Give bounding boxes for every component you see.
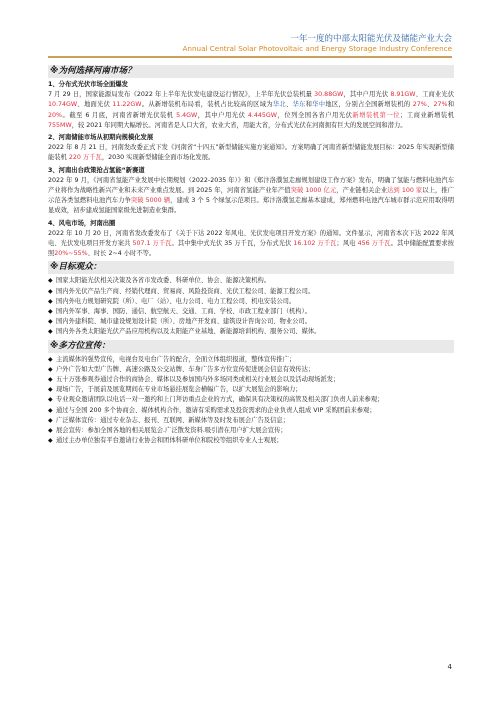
body-text: 地区，分别占全国新增装机的 xyxy=(325,101,413,109)
why-items xyxy=(48,80,454,259)
highlight-text: 27% xyxy=(433,101,448,109)
promo-item: ◆ 主流媒体的强势宣传，电视台及电台广告的配合，全面立体组织报道，整体宣传推广； xyxy=(48,355,454,365)
audience-list xyxy=(48,276,454,337)
promo-item: ◆ 现场广告，于展前及展览期间在专业市场悬挂展览会横幅广告，以扩大展览会的影响力； xyxy=(48,385,454,395)
highlight-text: 20% xyxy=(48,111,62,119)
highlight-text: 华中 xyxy=(312,101,326,109)
highlight-text: 华东 xyxy=(292,101,306,109)
body-text: 、地面光伏 xyxy=(77,101,113,109)
header-title-en: Annual Central Solar Photovoltaic and Energy Storage Industry Conference xyxy=(182,44,452,53)
section-title-promo: ※多方位宣传： xyxy=(48,340,454,353)
body-text: ；工商业新增装机 xyxy=(400,111,454,119)
header-rule xyxy=(48,56,452,58)
body-text: 和 xyxy=(447,101,455,109)
why-item-heading: 4、风电市场，河南出圈 xyxy=(48,219,116,227)
body-text: 、 xyxy=(426,101,434,109)
why-item-body xyxy=(48,143,454,163)
highlight-text: 456 万千瓦 xyxy=(357,240,391,248)
why-item-heading: 3、河南出台政策抢占氢能“新赛道 xyxy=(48,166,145,174)
audience-item: ◆ 国内外电力规划研究院（所）、电厂（站）、电力公司、电力工程公司、机电安装公司。 xyxy=(48,297,454,307)
body-text: ，产业链相关企业 xyxy=(336,187,388,195)
body-text: 。从新增装机布局看，装机占比较高的区域为 xyxy=(141,101,273,109)
highlight-text: 11.22GW xyxy=(112,101,142,109)
promo-item: ◆ 通过与全国 200 多个协商会、媒体机构合作，邀请有采购需求及投资需求的企业负责人组成 VIP 采购团前来参观； xyxy=(48,406,454,416)
promo-list xyxy=(48,355,454,447)
promo-item: ◆ 广泛媒体宣传：通过专业杂志、报刊、互联网、新媒体等及时发布展会广告及信息； xyxy=(48,416,454,426)
body-text: ，建成 3 个 5 个绿氢示范项目。郑汴洛濮氢走廊基本建成，郑州燃料电池汽车城市群示范应用取得明显成效，初步建成氢能国家级先进制造业集群。 xyxy=(48,197,454,215)
section-title-why: ※为何选择河南市场？ xyxy=(48,65,454,78)
highlight-text: 新增装机第一位 xyxy=(352,111,401,119)
body-text: 2022 年 10 月 20 日，河南省发改委发布了《关于下达 2022 年风电、光伏发电项目开发方案》的通知。文件显示，河南省本次下达 2022 年风电、光伏发电项目开发方案共 xyxy=(48,229,454,248)
body-text: 、 xyxy=(285,101,293,109)
audience-item: ◆ 国内外各类太阳能光伏产品应用机构以及太阳能产业基地、新能源培训机构、服务公司、媒体。 xyxy=(48,327,454,337)
body-text: 2022 年 9 月，《河南省氢能产业发展中长期规划（2022-2035 年）》和《郑汴洛濮氢走廊规划建设工作方案》发布，明确了氢能与燃料电池汽车产业将作为战略性新兴产业和未来产业重点发展。到 2025 年，河南省氢能产业年产值 xyxy=(48,176,454,195)
body-text: 2022 年 8 月 21 日，河南发改委正式下发《河南省“十四五”新型储能实施方案通知》。方案明确了河南省新型储能发展目标：2025 年实现新型储能装机 xyxy=(48,144,454,162)
body-text: 、工商业光伏 xyxy=(415,91,454,99)
highlight-text: 16.102 万千瓦 xyxy=(293,240,337,248)
header-title-cn: 一年一度的中部太阳能光伏及储能产业大会 xyxy=(290,34,452,44)
highlight-text: 30.88GW xyxy=(314,91,344,99)
highlight-text: 755MW xyxy=(48,121,72,129)
why-item-heading: 1、分布式光伏市场全面爆发 xyxy=(48,81,128,88)
audience-item: ◆ 国家太阳能光伏相关决策及各省市发改委、科研单位、协会、能源决策机构。 xyxy=(48,276,454,286)
audience-item: ◆ 国内外光伏产品生产商、经销代理商、贸易商、风险投资商、光伏工程公司、能源工程公司。 xyxy=(48,287,454,297)
page-number: 4 xyxy=(447,663,452,671)
audience-item: ◆ 国内外建科院、城市建设规划设计院（所）、房地产开发商、建筑设计咨询公司、物业公司。 xyxy=(48,317,454,327)
page-header xyxy=(0,32,500,62)
highlight-text: 220 万千瓦 xyxy=(68,154,102,162)
promo-item: ◆ 户外广告如大型广告牌、高速公路及公交站牌、车身广告多方位宣传促进展会信息有效传达； xyxy=(48,365,454,375)
audience-item: ◆ 国内外军事、海事、国防、通信、航空航天、交通、工商、学校、市政工程业部门（机构）。 xyxy=(48,307,454,317)
promo-item: ◆ 专业观众邀请团队以电话一对一邀约和上门拜访重点企业的方式，确保具有决策权的高管及相关部门负责人前来参观； xyxy=(48,395,454,405)
why-item-body xyxy=(48,90,454,131)
highlight-text: 10.74GW xyxy=(48,101,78,109)
highlight-text: 507.1 万千瓦 xyxy=(132,240,172,248)
body-text: ，较 2021 年同期大幅增长。河南省是人口大省，农业大省，用能大省，分布式光伏在河南拥有巨大的发展空间和潜力。 xyxy=(71,121,407,129)
body-text: 和 xyxy=(305,101,313,109)
highlight-text: 8.91GW xyxy=(390,91,416,99)
why-item-heading: 2、河南储能市场从初期向规模化发展 xyxy=(48,134,154,142)
body-text: 7 月 29 日，国家能源局发布《2022 年上半年光伏发电建设运行情况》，上半年光伏总装机量 xyxy=(48,91,315,99)
body-text: ，其中户用光伏 xyxy=(343,91,391,99)
body-text: ，其中户用光伏 xyxy=(197,111,248,119)
body-text: 。其中集中式光伏 35 万千瓦，分布式光伏 xyxy=(171,240,294,248)
section-title-audience: ※目标观众： xyxy=(48,261,454,274)
promo-item: ◆ 通过主办单位独有平台邀请行业协会和团体科研单位和院校等组织专业人士观展； xyxy=(48,436,454,446)
highlight-text: 突破 1000 亿元 xyxy=(290,187,337,195)
highlight-text: 20%~55% xyxy=(54,250,88,258)
body-text: ，2030 实现新型储能全面市场化发展。 xyxy=(101,154,215,162)
highlight-text: 27% xyxy=(412,101,427,109)
highlight-text: 达到 100 家 xyxy=(387,187,423,195)
highlight-text: 突破 5000 辆 xyxy=(130,197,171,205)
promo-item: ◆ 五十万张参观券通过合作的商协会、媒体以及参加国内外多场同类或相关行业展会以及活动现场派发； xyxy=(48,375,454,385)
highlight-text: 华北 xyxy=(272,101,286,109)
highlight-text: 5.4GW xyxy=(176,111,198,119)
body-text: ，位列全国各省户用光伏 xyxy=(277,111,353,119)
page-content xyxy=(48,63,454,447)
why-item-body xyxy=(48,176,454,217)
body-text: 、时长 2~4 小时不等。 xyxy=(87,250,156,258)
promo-item: ◆ 展会宣传：参加全国各地的相关展览会.广泛散发资料.吸引潜在用户扩大展会宣传； xyxy=(48,426,454,436)
body-text: 。其中储能配置要求按照 xyxy=(48,240,454,258)
why-item-body xyxy=(48,229,454,260)
body-text: ；风电 xyxy=(336,240,358,248)
body-text: 以上，推广示范各类氢燃料电池汽车力争 xyxy=(48,187,455,205)
body-text: 。截至 6 月底，河南省新增光伏装机 xyxy=(62,111,177,119)
highlight-text: 4.445GW xyxy=(247,111,278,119)
